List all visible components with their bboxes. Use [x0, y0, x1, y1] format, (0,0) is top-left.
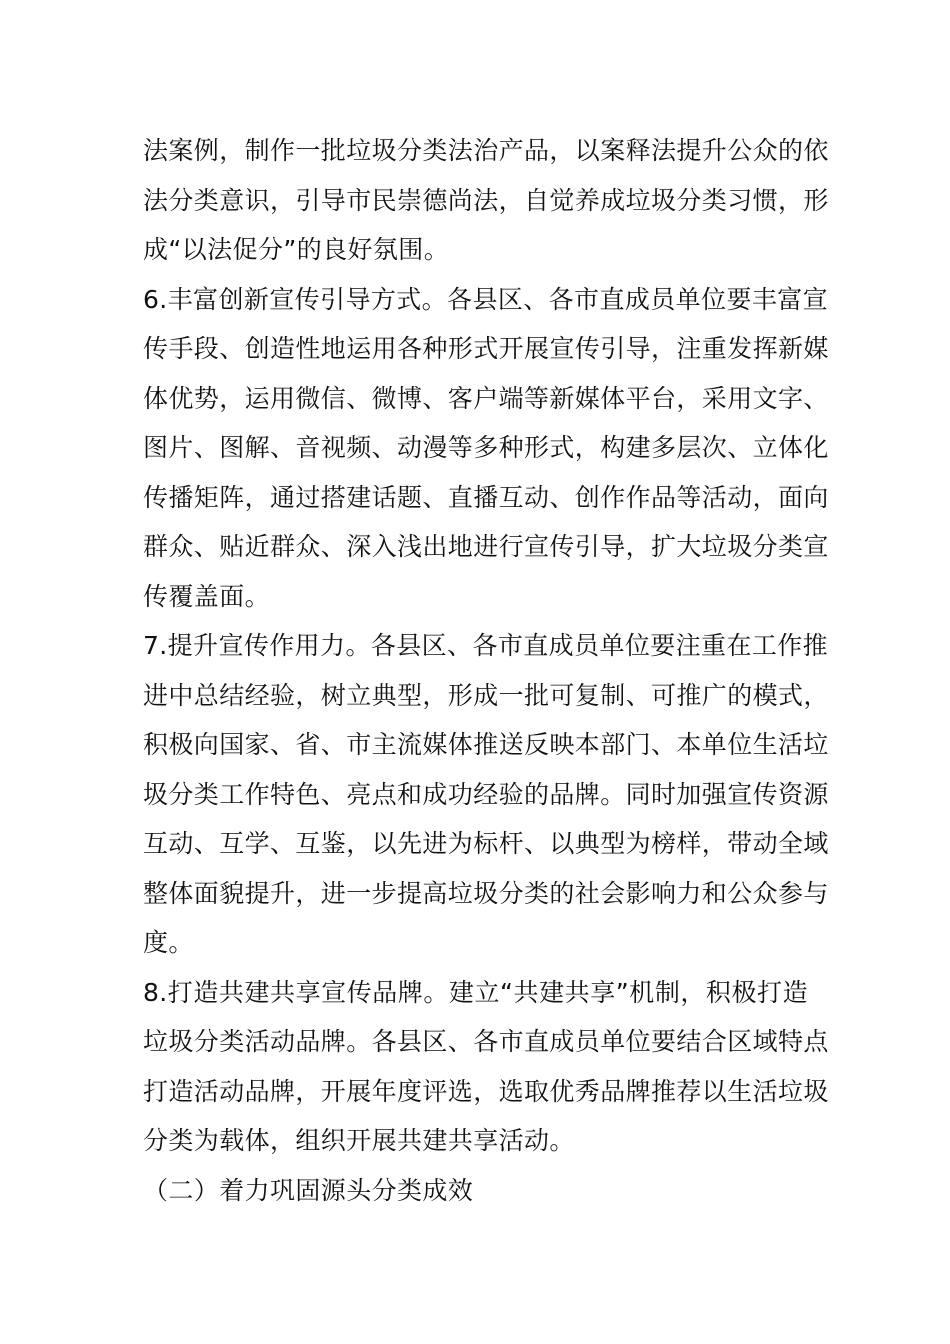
paragraph-line: 传手段、创造性地运用各种形式开展宣传引导，注重发挥新媒 [143, 334, 829, 363]
paragraph-line: 成“以法促分”的良好氛围。 [143, 235, 450, 264]
paragraph-line: 体优势，运用微信、微博、客户端等新媒体平台，采用文字、 [143, 383, 829, 413]
section-heading: （二）着力巩固源头分类成效 [143, 1175, 474, 1205]
paragraph-line: 法分类意识，引导市民崇德尚法，自觉养成垃圾分类习惯，形 [143, 185, 829, 215]
paragraph-line: 打造活动品牌，开展年度评选，选取优秀品牌推荐以生活垃圾 [143, 1076, 829, 1106]
paragraph-line: 互动、互学、互鉴，以先进为标杆、以典型为榜样，带动全域 [143, 829, 829, 858]
paragraph-line: 垃圾分类活动品牌。各县区、各市直成员单位要结合区域特点 [143, 1027, 829, 1056]
paragraph-line: 度。 [143, 928, 194, 957]
paragraph-line: 传覆盖面。 [143, 581, 271, 611]
paragraph-line: 积极向国家、省、市主流媒体推送反映本部门、本单位生活垃 [143, 730, 829, 759]
paragraph-line: 法案例，制作一批垃圾分类法治产品，以案释法提升公众的依 [143, 136, 829, 165]
paragraph-line: 圾分类工作特色、亮点和成功经验的品牌。同时加强宣传资源 [143, 779, 829, 809]
document-body [143, 126, 829, 1215]
paragraph-line: 群众、贴近群众、深入浅出地进行宣传引导，扩大垃圾分类宣 [143, 532, 829, 561]
paragraph-line: 图片、图解、音视频、动漫等多种形式，构建多层次、立体化 [143, 433, 829, 462]
paragraph-line: 6.丰富创新宣传引导方式。各县区、各市直成员单位要丰富宣 [143, 284, 829, 314]
paragraph-line: 整体面貌提升，进一步提高垃圾分类的社会影响力和公众参与 [143, 878, 829, 908]
paragraph-line: 传播矩阵，通过搭建话题、直播互动、创作作品等活动，面向 [143, 482, 829, 512]
paragraph-line: 进中总结经验，树立典型，形成一批可复制、可推广的模式， [143, 680, 829, 710]
paragraph-line: 8.打造共建共享宣传品牌。建立“共建共享”机制，积极打造 [143, 977, 808, 1007]
paragraph-line: 7.提升宣传作用力。各县区、各市直成员单位要注重在工作推 [143, 631, 829, 660]
paragraph-line: 分类为载体，组织开展共建共享活动。 [143, 1126, 575, 1155]
